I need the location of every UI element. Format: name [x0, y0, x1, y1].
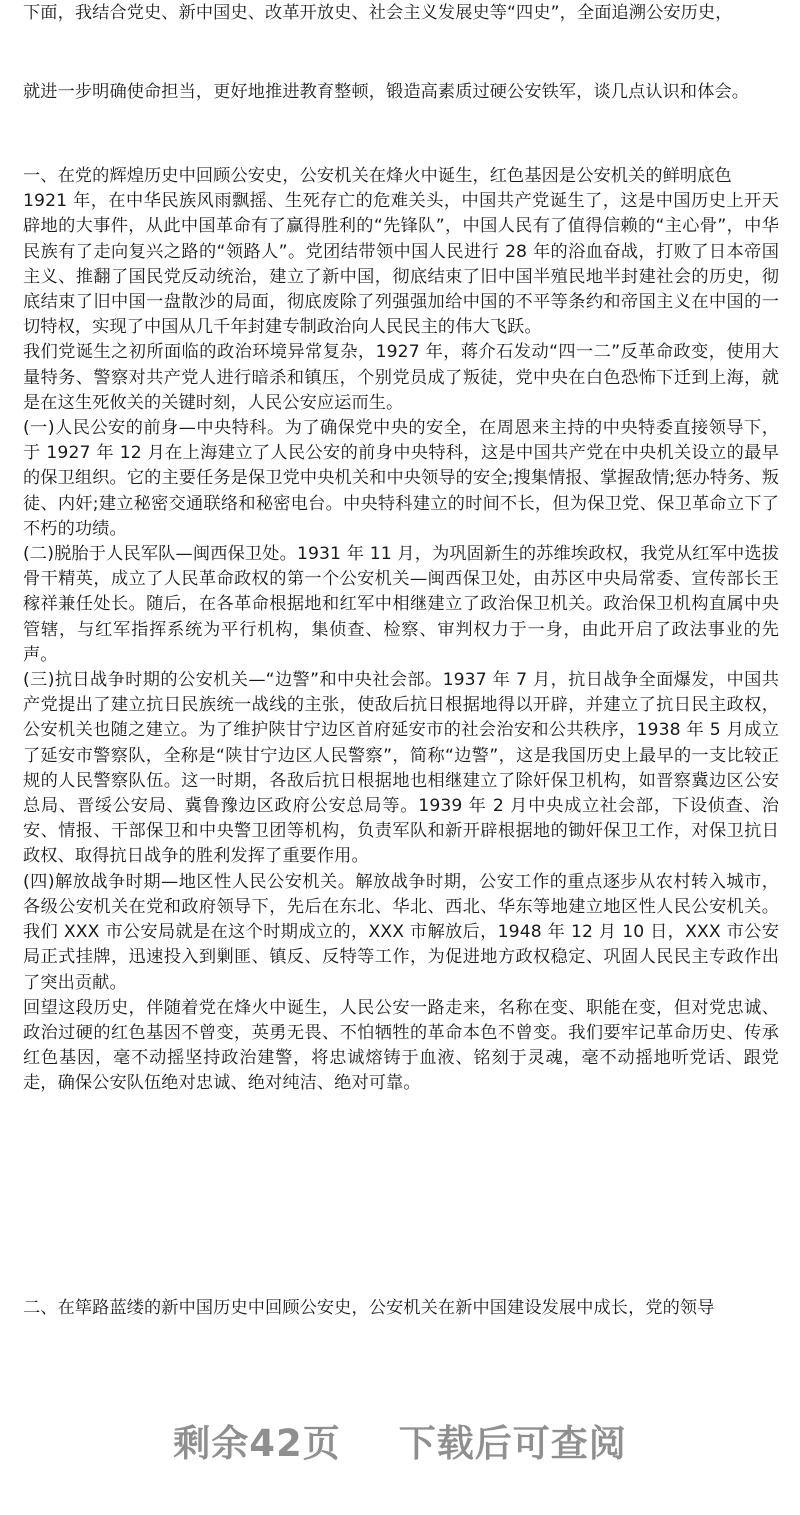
document-intro [23, 80, 779, 105]
paragraph: (四)解放战争时期—地区性人民公安机关。解放战争时期，公安工作的重点逐步从农村转入城市，各级公安机关在党和政府领导下，先后在东北、华北、西北、华东等地建立地区性人民公安机关。我们 XXX 市公安局就是在这个时期成立的，XXX 市解放后，1948 年 12 月 10 日，XXX 市公安局正式挂牌，迅速投入到剿匪、镇反、反特等工作，为促进地方政权稳定、巩固人民民主专政作出了突出贡献。 [23, 871, 779, 993]
paragraph: (三)抗日战争时期的公安机关—“边警”和中央社会部。1937 年 7 月，抗日战争全面爆发，中国共产党提出了建立抗日民族统一战线的主张，使敌后抗日根据地得以开辟，并建立了抗日民主政权，公安机关也随之建立。为了维护陕甘宁边区首府延安市的社会治安和公共秩序，1938 年 5 月成立了延安市警察队，全称是“陕甘宁边区人民警察”，简称“边警”，这是我国历史上最早的一支比较正规的人民警察队伍。这一时期，各敌后抗日根据地也相继建立了除奸保卫机构，如晋察冀边区公安总局、晋绥公安局、冀鲁豫边区政府公安总局等。1939 年 2 月中央成立社会部，下设侦查、治安、情报、干部保卫和中央警卫团等机构，负责军队和新开辟根据地的锄奸保卫工作，对保卫抗日政权、取得抗日战争的胜利发挥了重要作用。 [23, 670, 779, 867]
document-body [23, 164, 779, 1097]
paragraph: 1921 年，在中华民族风雨飘摇、生死存亡的危难关头，中国共产党诞生了，这是中国历史上开天辟地的大事件，从此中国革命有了赢得胜利的“先锋队”，中国人民有了值得信赖的“主心骨”，中华民族有了走向复兴之路的“领路人”。党团结带领中国人民进行 28 年的浴血奋战，打败了日本帝国主义、推翻了国民党反动统治，建立了新中国，彻底结束了旧中国半殖民地半封建社会的历史，彻底结束了旧中国一盘散沙的局面，彻底废除了列强强加给中国的不平等条约和帝国主义在中国的一切特权，实现了中国从几千年封建专制政治向人民民主的伟大飞跃。 [23, 191, 779, 338]
paragraph: (一)人民公安的前身—中央特科。为了确保党中央的安全，在周恩来主持的中央特委直接领导下，于 1927 年 12 月在上海建立了人民公安的前身中央特科，这是中国共产党在中央机关设立的最早的保卫组织。它的主要任务是保卫党中央机关和中央领导的安全;搜集情报、掌握敌情;惩办特务、叛徒、内奸;建立秘密交通联络和秘密电台。中央特科建立的时间不长，但为保卫党、保卫革命立下了不朽的功绩。 [23, 418, 779, 539]
paragraph: 回望这段历史，伴随着党在烽火中诞生，人民公安一路走来，名称在变、职能在变，但对党忠诚、政治过硬的红色基因不曾变，英勇无畏、不怕牺牲的革命本色不曾变。我们要牢记革命历史、传承红色基因，毫不动摇坚持政治建警，将忠诚熔铸于血液、铭刻于灵魂，毫不动摇地听党话、跟党走，确保公安队伍绝对忠诚、绝对纯洁、绝对可靠。 [23, 997, 779, 1094]
paragraph: (二)脱胎于人民军队—闽西保卫处。1931 年 11 月，为巩固新生的苏维埃政权，我党从红军中选拔骨干精英，成立了人民革命政权的第一个公安机关—闽西保卫处，由苏区中央局常委、宣传部长王稼祥兼任处长。随后，在各革命根据地和红军中相继建立了政治保卫机关。政治保卫机构直属中央管辖，与红军指挥系统为平行机构，集侦查、检察、审判权力于一身，由此开启了政法事业的先声。 [23, 544, 779, 665]
watermark: · · [214, 689, 303, 781]
section-heading: 二、在筚路蓝缕的新中国历史中回顾公安史，公安机关在新中国建设发展中成长，党的领导 [23, 1298, 715, 1318]
paragraph: 下面，我结合党史、新中国史、改革开放史、社会主义发展史等“四史”，全面追溯公安历史， [23, 3, 733, 23]
document-top-line [23, 1, 779, 26]
download-to-view-label[interactable]: 下载后可查阅 [398, 1422, 627, 1465]
paragraph: 就进一步明确使命担当，更好地推进教育整顿，锻造高素质过硬公安铁军，谈几点认识和体会。 [23, 82, 750, 102]
paragraph: 我们党诞生之初所面临的政治环境异常复杂，1927 年，蒋介石发动“四一二”反革命政变，使用大量特务、警察对共产党人进行暗杀和镇压，个别党员成了叛徒，党中央在白色恐怖下迁到上海，就是在这生死攸关的关键时刻，人民公安应运而生。 [23, 342, 779, 413]
document-section-two [23, 1296, 779, 1321]
download-banner[interactable] [0, 1412, 800, 1468]
section-heading: 一、在党的辉煌历史中回顾公安史，公安机关在烽火中诞生，红色基因是公安机关的鲜明底色 [23, 166, 732, 186]
remaining-pages-label[interactable]: 剩余42页 [173, 1422, 341, 1465]
